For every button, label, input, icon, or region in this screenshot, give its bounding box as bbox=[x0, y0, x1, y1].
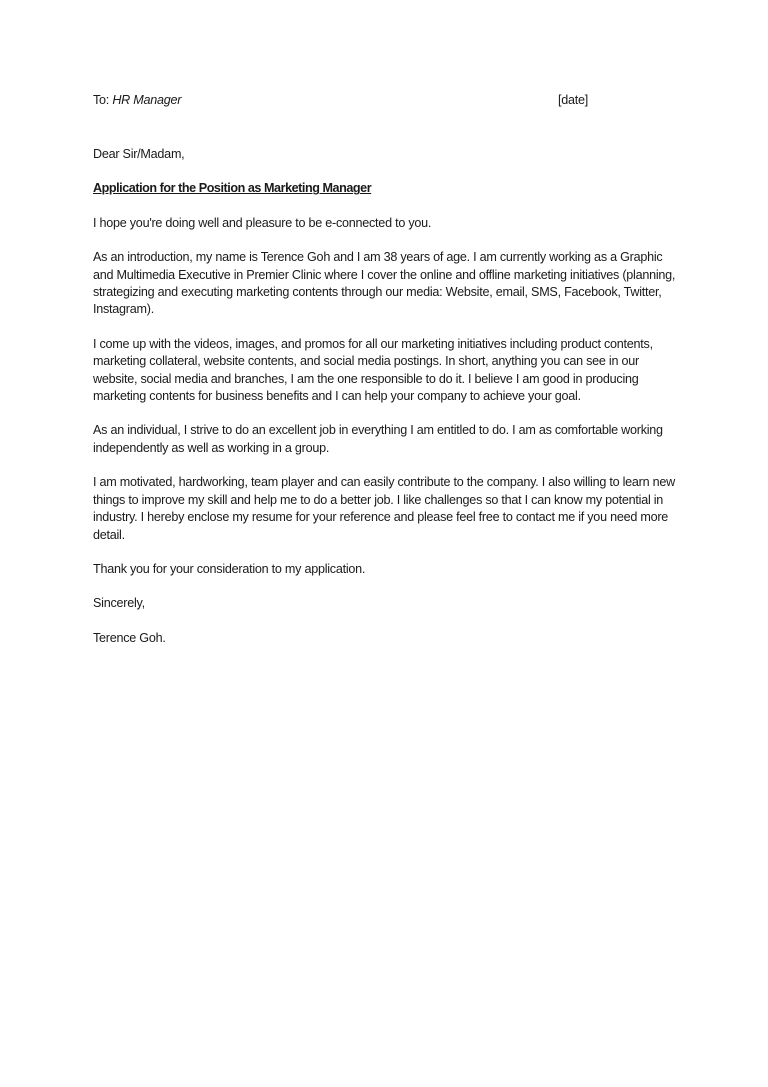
letter-date: [date] bbox=[558, 93, 589, 107]
closing: Sincerely, bbox=[93, 596, 145, 611]
recipient-prefix: To: bbox=[93, 93, 113, 107]
paragraph-motivation: I am motivated, hardworking, team player and can easily contribute to the company. I also willing to learn new things to improve my skill and help me to do a better job. I like challenges so that I can know my potential in industry. I hereby enclose my resume for your reference and please feel free to contact me if you need more detail. bbox=[93, 475, 675, 542]
paragraph-individual: As an individual, I strive to do an excellent job in everything I am entitled to do. I am as comfortable working independently as well as working in a group. bbox=[93, 423, 663, 455]
paragraph-greeting: I hope you're doing well and pleasure to be e-connected to you. bbox=[93, 215, 432, 230]
signature: Terence Goh. bbox=[93, 630, 166, 645]
salutation: Dear Sir/Madam, bbox=[93, 147, 185, 161]
cover-letter bbox=[93, 92, 677, 647]
recipient-row bbox=[93, 92, 677, 110]
paragraph-introduction: As an introduction, my name is Terence Goh and I am 38 years of age. I am currently working as a Graphic and Multimedia Executive in Premier Clinic where I cover the online and offline marketing initiatives (planning, strategizing and executing marketing contents through our media: Website, email, SMS, Facebook, Twitter, Instagram). bbox=[93, 250, 676, 317]
letter-subject: Application for the Position as Marketing Manager bbox=[93, 181, 372, 196]
paragraph-responsibilities: I come up with the videos, images, and promos for all our marketing initiatives including product contents, marketing collateral, website contents, and social media postings. In short, anything you can see in our website, social media and branches, I am the one responsible to do it. I believe I am good in producing marketing contents for business benefits and I can help your company to achieve your goal. bbox=[93, 336, 653, 404]
paragraph-thanks: Thank you for your consideration to my application. bbox=[93, 561, 366, 576]
recipient-name: HR Manager bbox=[112, 93, 182, 107]
recipient-line bbox=[93, 92, 181, 109]
